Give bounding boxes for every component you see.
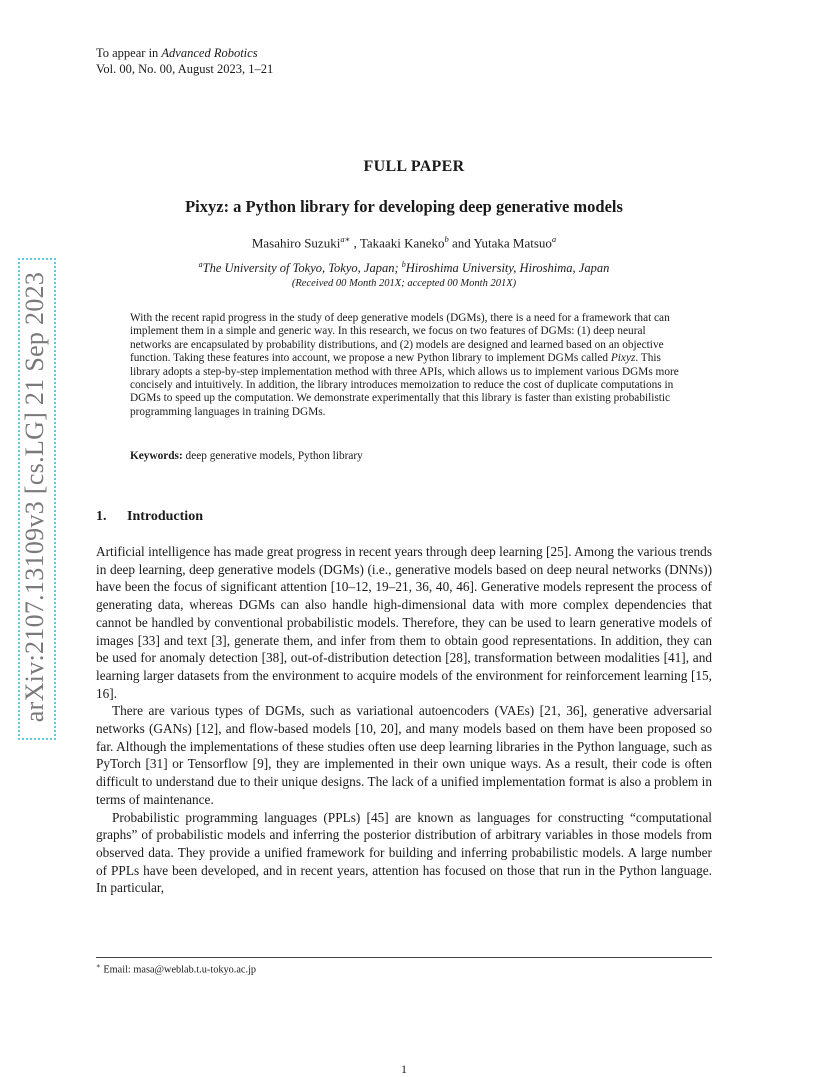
author-list: [0, 234, 808, 251]
keywords-label: Keywords:: [130, 450, 183, 462]
volume-line: Vol. 00, No. 00, August 2023, 1–21: [96, 61, 274, 76]
author-name: Yutaka Matsuo: [473, 235, 552, 251]
section-number: 1.: [96, 509, 107, 524]
author-name: Masahiro Suzuki: [251, 235, 341, 251]
affiliation-text: The University of Tokyo, Tokyo, Japan;: [202, 261, 402, 276]
journal-prefix: To appear in: [96, 46, 159, 60]
footnote-text[interactable]: Email: masa@weblab.t.u-tokyo.ac.jp: [103, 964, 257, 976]
body-text: [96, 543, 712, 897]
affiliation-mark: a: [198, 260, 203, 269]
abstract: [130, 312, 680, 419]
footnote-rule: [96, 957, 712, 958]
page-number: 1: [401, 1062, 407, 1076]
affiliations: [0, 260, 808, 276]
received-dates: (Received 00 Month 201X; accepted 00 Month 201X): [291, 278, 517, 289]
keywords-text: deep generative models, Python library: [182, 450, 363, 462]
keywords: [130, 450, 363, 462]
footnote: [96, 962, 256, 975]
arxiv-stamp[interactable]: arXiv:2107.13109v3 [cs.LG] 21 Sep 2023: [20, 271, 49, 723]
abstract-text: With the recent rapid progress in the study of deep generative models (DGMs), there is a need for a framework that can implement them in a simple and generic way. In this research, we focus on two features of DGMs: (1) deep neural networks are encapsulated by probability distributions, and (2) models are designed and learned based on an objective function. Taking these features into account, we propose a new Python library to implement DGMs called: [130, 312, 670, 365]
author-name: Takaaki Kaneko: [359, 235, 445, 251]
paragraph: Artificial intelligence has made great progress in recent years through deep learning [25]. Among the various trends in deep learning, deep generative models (DGMs) (i.e., generative models based on deep neural networks (DNNs)) have been the focus of significant attention [10–12, 19–21, 36, 40, 46]. Generative models represent the process of generating data, whereas DGMs can also handle high-dimensional data with more complex dependencies that cannot be handled by conventional probabilistic models. Therefore, they can be used to learn generative models of images [33] and text [3], generate them, and infer from them to obtain good representations. In addition, they can be used for anomaly detection [38], out-of-distribution detection [28], transformation between modalities [41], and learning larger datasets from the environment to acquire models of the environment for reinforcement learning [15, 16].: [96, 544, 712, 701]
author-mark: a: [551, 234, 557, 244]
author-mark: b: [444, 234, 449, 244]
abstract-italic: Pixyz: [610, 352, 636, 365]
journal-line: [96, 46, 273, 62]
journal-header: [96, 46, 273, 77]
paper-title: Pixyz: a Python library for developing deep generative models: [185, 197, 623, 216]
author-separator: and: [448, 235, 474, 251]
author-separator: ,: [350, 235, 360, 251]
section-title: Introduction: [127, 509, 203, 524]
paragraph: Probabilistic programming languages (PPLs) [45] are known as languages for constructing “computational graphs” of probabilistic models and inferring the posterior distribution of arbitrary variables in those models from observed data. They provide a unified framework for building and inferring probabilistic models. A large number of PPLs have been developed, and in recent years, attention has focused on those that run in the Python language. In particular,: [96, 809, 712, 896]
paragraph: There are various types of DGMs, such as variational autoencoders (VAEs) [21, 36], generative adversarial networks (GANs) [12], and flow-based models [10, 20], and many models based on them have been proposed so far. Although the implementations of these studies often use deep learning libraries in the Python language, such as PyTorch [31] or Tensorflow [9], they are implemented in their own unique ways. As a result, their code is often difficult to understand due to their unique designs. The lack of a unified implementation format is also a problem in terms of maintenance.: [96, 703, 712, 807]
abstract-text: . This library adopts a step-by-step implementation method with three APIs, which allows us to implement various DGMs more concisely and intuitively. In addition, the library introduces memoization to reduce the cost of duplicate computations in DGMs to speed up the computation. We demonstrate experimentally that this library is faster than existing probabilistic programming languages in training DGMs.: [130, 352, 679, 418]
paper-type-label: FULL PAPER: [363, 158, 465, 175]
author-mark: a∗: [340, 234, 351, 244]
journal-name: Advanced Robotics: [161, 46, 258, 60]
footnote-mark: ∗: [96, 962, 101, 970]
affiliation-mark: b: [401, 260, 406, 269]
affiliation-text: Hiroshima University, Hiroshima, Japan: [405, 261, 610, 276]
section-heading: [96, 509, 203, 525]
